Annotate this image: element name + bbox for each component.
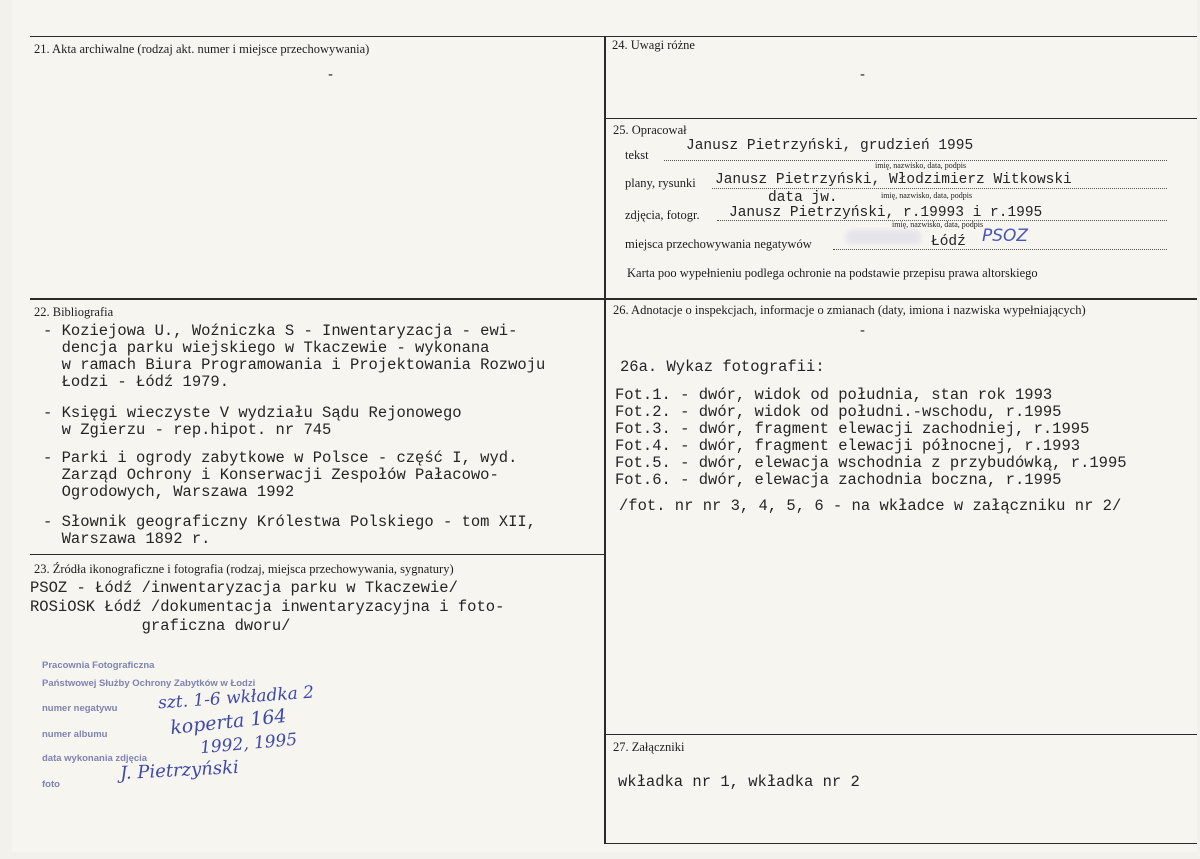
- plany-label: plany, rysunki: [625, 176, 696, 190]
- negatywy-handwritten: PSOZ: [982, 226, 1029, 246]
- negatywy-label: miejsca przechowywania negatywów: [625, 237, 812, 251]
- stamp-negatyw-value: szt. 1-6 wkładka 2: [157, 682, 315, 714]
- field-25-label: 25. Opracował: [613, 123, 687, 137]
- field-22-label: 22. Bibliografia: [34, 305, 114, 319]
- stamp-foto-value: J. Pietrzyński: [119, 756, 240, 785]
- top-rule: [30, 36, 1197, 37]
- negatywy-dotline: [833, 249, 1167, 250]
- photo-item-3: Fot.3. - dwór, fragment elewacji zachodniej, r.1995: [615, 420, 1090, 438]
- copyright-note: Karta poo wypełnieniu podlega ochronie na podstawie przepisu prawa altorskiego: [627, 266, 1038, 280]
- tekst-value: Janusz Pietrzyński, grudzień 1995: [686, 138, 974, 154]
- plany-value: Janusz Pietrzyński, Włodzimierz Witkowski: [715, 172, 1072, 188]
- tekst-label: tekst: [625, 148, 649, 162]
- bibliography-entry-4: - Słownik geograficzny Królestwa Polskiego - tom XII, Warszawa 1892 r.: [43, 513, 536, 548]
- photo-item-4: Fot.4. - dwór, fragment elewacji północnej, r.1993: [615, 437, 1081, 455]
- rule-21-22: [30, 298, 1197, 300]
- stamp-negatyw-label: numer negatywu: [42, 703, 118, 714]
- field-21-value: -: [328, 66, 333, 83]
- stamp-date-value: 1992, 1995: [199, 729, 299, 759]
- bibliography-entry-1: - Koziejowa U., Woźniczka S - Inwentaryzacja - ewi- dencja parku wiejskiego w Tkaczewie - wykonana w ramach Biura Programowania i Projektowania Rozwoju Łodzi - Łódź 1979.: [43, 322, 546, 391]
- stamp-date-label: data wykonania zdjęcia: [42, 753, 148, 764]
- rule-26-27: [604, 734, 1197, 735]
- redacted-area: [846, 230, 921, 244]
- photos-note: /fot. nr nr 3, 4, 5, 6 - na wkładce w załączniku nr 2/: [619, 497, 1122, 515]
- stamp-album-value: koperta 164: [169, 704, 288, 740]
- rule-24-25: [604, 118, 1197, 119]
- field-26-label: 26. Adnotacje o inspekcjach, informacje o zmianach (daty, imiona i nazwiska wypełniających): [613, 303, 1086, 317]
- field-24-label: 24. Uwagi różne: [612, 38, 695, 52]
- bibliography-entry-3: - Parki i ogrody zabytkowe w Polsce - część I, wyd. Zarząd Ochrony i Konserwacji Zespołów Pałacowo- Ogrodowych, Warszawa 1992: [43, 449, 518, 501]
- bottom-rule: [604, 843, 1197, 844]
- stamp-line-2: Państwowej Służby Ochrony Zabytków w Łodzi: [42, 678, 256, 689]
- tekst-hint: imię, nazwisko, data, podpis: [875, 161, 967, 170]
- attachments-value: wkładka nr 1, wkładka nr 2: [618, 773, 860, 791]
- iconography-line-1: PSOZ - Łódź /inwentaryzacja parku w Tkaczewie/: [30, 579, 458, 597]
- inventory-card: [12, 0, 1197, 852]
- photo-item-6: Fot.6. - dwór, elewacja zachodnia boczna, r.1995: [615, 471, 1062, 489]
- field-27-label: 27. Załączniki: [613, 740, 685, 754]
- field-24-value: -: [860, 66, 865, 83]
- negatywy-value: Łódź: [931, 234, 966, 250]
- zdjecia-label: zdjęcia, fotogr.: [625, 208, 700, 222]
- stamp-album-label: numer albumu: [42, 729, 108, 740]
- stamp-foto-label: foto: [42, 779, 60, 790]
- field-26-value: -: [860, 322, 865, 339]
- iconography-line-3: graficzna dworu/: [30, 617, 291, 635]
- field-23-label: 23. Źródła ikonograficzne i fotografia (rodzaj, miejsca przechowywania, sygnatury): [34, 562, 454, 576]
- zdjecia-hint: imię, nazwisko, data, podpis: [892, 220, 984, 229]
- rule-22-23: [30, 554, 605, 555]
- stamp-line-1: Pracownia Fotograficzna: [42, 660, 155, 671]
- photo-item-2: Fot.2. - dwór, widok od południ.-wschodu, r.1995: [615, 403, 1062, 421]
- bibliography-entry-2: - Księgi wieczyste V wydziału Sądu Rejonowego w Zgierzu - rep.hipot. nr 745: [43, 404, 462, 439]
- photo-item-5: Fot.5. - dwór, elewacja wschodnia z przybudówką, r.1995: [615, 454, 1127, 472]
- plany-value-2: data jw.: [768, 190, 838, 206]
- iconography-line-2: ROSiOSK Łódź /dokumentacja inwentaryzacyjna i foto-: [30, 598, 505, 616]
- center-divider: [604, 36, 606, 844]
- field-21-label: 21. Akta archiwalne (rodzaj akt. numer i miejsce przechowywania): [34, 42, 370, 56]
- photos-title: 26a. Wykaz fotografii:: [620, 358, 825, 376]
- zdjecia-value: Janusz Pietrzyński, r.19993 i r.1995: [729, 205, 1043, 221]
- photo-item-1: Fot.1. - dwór, widok od południa, stan rok 1993: [615, 386, 1053, 404]
- plany-hint: imię, nazwisko, data, podpis: [881, 191, 973, 200]
